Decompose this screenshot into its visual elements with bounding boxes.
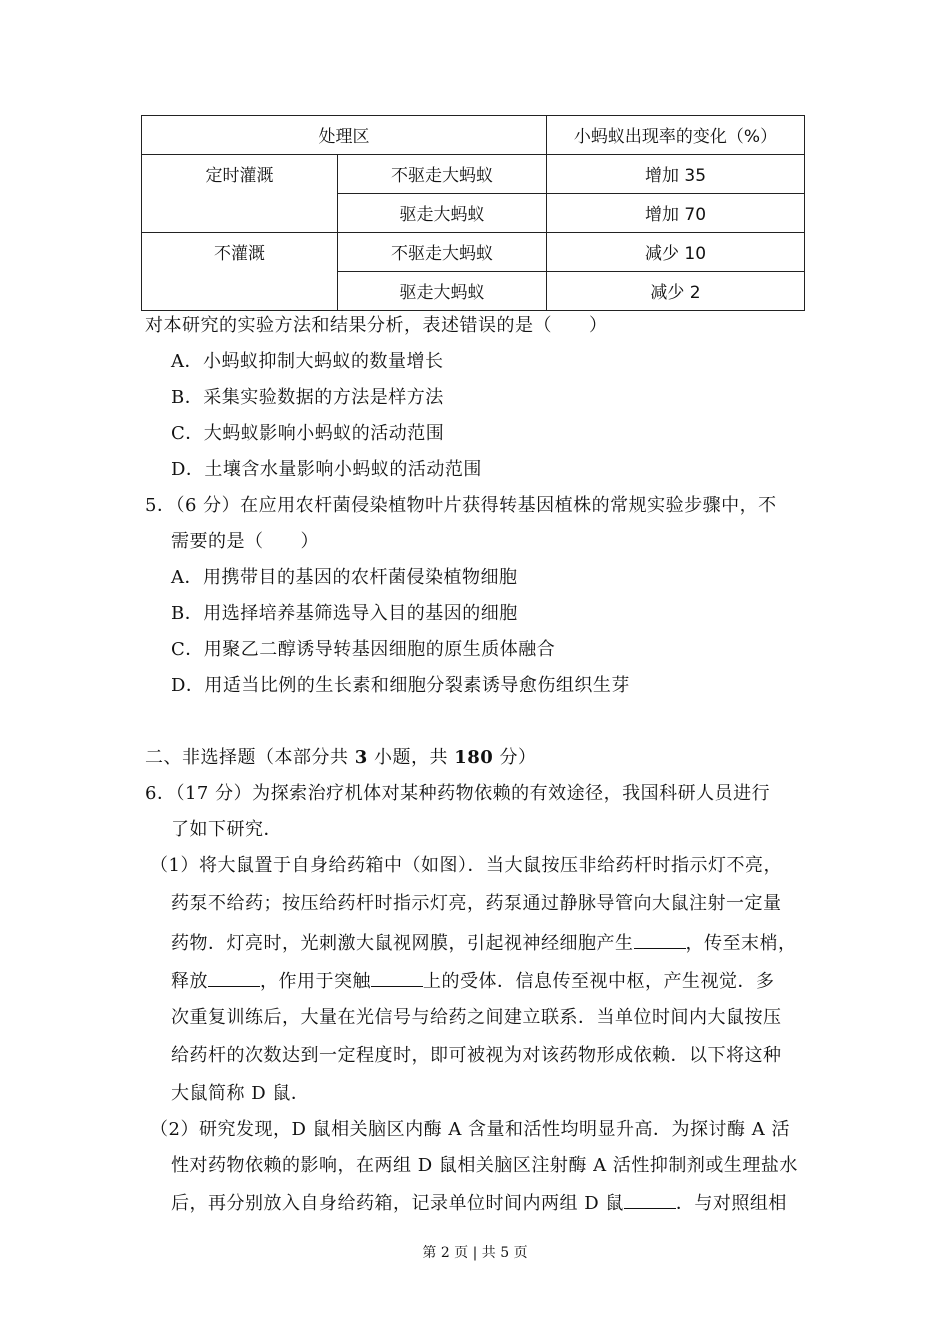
table-row [142, 155, 805, 194]
q6-part1-line3-text: 药物．灯亮时，光刺激大鼠视网膜，引起视神经细胞产生 [171, 933, 634, 954]
group-label: 不灌溉 [142, 233, 338, 311]
q6-stem-line1: 6．（17 分）为探索治疗机体对某种药物依赖的有效途径，我国科研人员进行 [145, 783, 771, 804]
header-change-rate: 小蚂蚁出现率的变化（%） [547, 116, 805, 155]
section-heading-post: 分） [493, 747, 537, 768]
q6-part2-line1: （2）研究发现，D 鼠相关脑区内酶 A 含量和活性均明显升高．为探讨酶 A 活 [150, 1119, 790, 1140]
q5-option-d: D．用适当比例的生长素和细胞分裂素诱导愈伤组织生芽 [171, 675, 630, 696]
change-cell: 减少 2 [547, 272, 805, 311]
q6-part2-line3 [171, 1190, 787, 1216]
change-cell: 增加 70 [547, 194, 805, 233]
section-total-score: 180 [454, 747, 494, 768]
answer-blank[interactable] [371, 968, 423, 987]
table-header-row [142, 116, 805, 155]
q6-part1-line5: 次重复训练后，大量在光信号与给药之间建立联系．当单位时间内大鼠按压 [171, 1007, 782, 1028]
q5-option-b: B．用选择培养基筛选导入目的基因的细胞 [171, 603, 518, 624]
q6-part1-line2: 药泵不给药；按压给药杆时指示灯亮，药泵通过静脉导管向大鼠注射一定量 [171, 893, 782, 914]
q4-option-d: D．土壤含水量影响小蚂蚁的活动范围 [171, 459, 482, 480]
treatment-cell: 驱走大蚂蚁 [338, 194, 547, 233]
answer-blank[interactable] [208, 968, 260, 987]
q4-option-a: A．小蚂蚁抑制大蚂蚁的数量增长 [171, 351, 444, 372]
experiment-table [141, 115, 805, 311]
q4-stem: 对本研究的实验方法和结果分析，表述错误的是（ ） [145, 315, 608, 336]
treatment-cell: 不驱走大蚂蚁 [338, 233, 547, 272]
section-heading [145, 746, 537, 770]
table-row [142, 233, 805, 272]
treatment-cell: 不驱走大蚂蚁 [338, 155, 547, 194]
header-treatment-area: 处理区 [142, 116, 547, 155]
q6-part2-line3-text: 后，再分别放入自身给药箱，记录单位时间内两组 D 鼠 [171, 1193, 624, 1214]
q5-option-c: C．用聚乙二醇诱导转基因细胞的原生质体融合 [171, 639, 556, 660]
q6-part1-line3 [171, 930, 797, 956]
q6-part1-line4-text: 释放 [171, 971, 208, 992]
section-question-count: 3 [354, 747, 368, 768]
page-footer: 第 2 页 | 共 5 页 [422, 1245, 528, 1261]
q6-part1-line6: 给药杆的次数达到一定程度时，即可被视为对该药物形成依赖．以下将这种 [171, 1045, 782, 1066]
q5-stem-line2: 需要的是（ ） [171, 531, 319, 552]
q6-part1-line4-mid: ，作用于突触 [260, 971, 371, 992]
answer-blank[interactable] [624, 1190, 676, 1209]
section-heading-mid: 小题，共 [367, 747, 455, 768]
q4-option-c: C．大蚂蚁影响小蚂蚁的活动范围 [171, 423, 445, 444]
q6-part2-line3-end: ．与对照组相 [675, 1193, 787, 1214]
q6-part1-line7: 大鼠简称 D 鼠． [171, 1083, 310, 1104]
change-cell: 减少 10 [547, 233, 805, 272]
q6-part1-line4 [171, 968, 775, 994]
group-label: 定时灌溉 [142, 155, 338, 233]
answer-blank[interactable] [634, 930, 686, 949]
change-cell: 增加 35 [547, 155, 805, 194]
q4-option-b: B．采集实验数据的方法是样方法 [171, 387, 444, 408]
q6-part1-line1: （1）将大鼠置于自身给药箱中（如图）．当大鼠按压非给药杆时指示灯不亮， [150, 855, 782, 876]
section-heading-pre: 二、非选择题（本部分共 [145, 747, 355, 768]
q6-stem-line2: 了如下研究． [171, 819, 282, 840]
q5-option-a: A．用携带目的基因的农杆菌侵染植物细胞 [171, 567, 518, 588]
q6-part2-line2: 性对药物依赖的影响，在两组 D 鼠相关脑区注射酶 A 活性抑制剂或生理盐水 [171, 1155, 798, 1176]
q6-part1-line3-end: ，传至末梢， [685, 933, 797, 954]
treatment-cell: 驱走大蚂蚁 [338, 272, 547, 311]
q6-part1-line4-end: 上的受体．信息传至视中枢，产生视觉．多 [423, 971, 775, 992]
q5-stem-line1: 5．（6 分）在应用农杆菌侵染植物叶片获得转基因植株的常规实验步骤中，不 [145, 495, 777, 516]
